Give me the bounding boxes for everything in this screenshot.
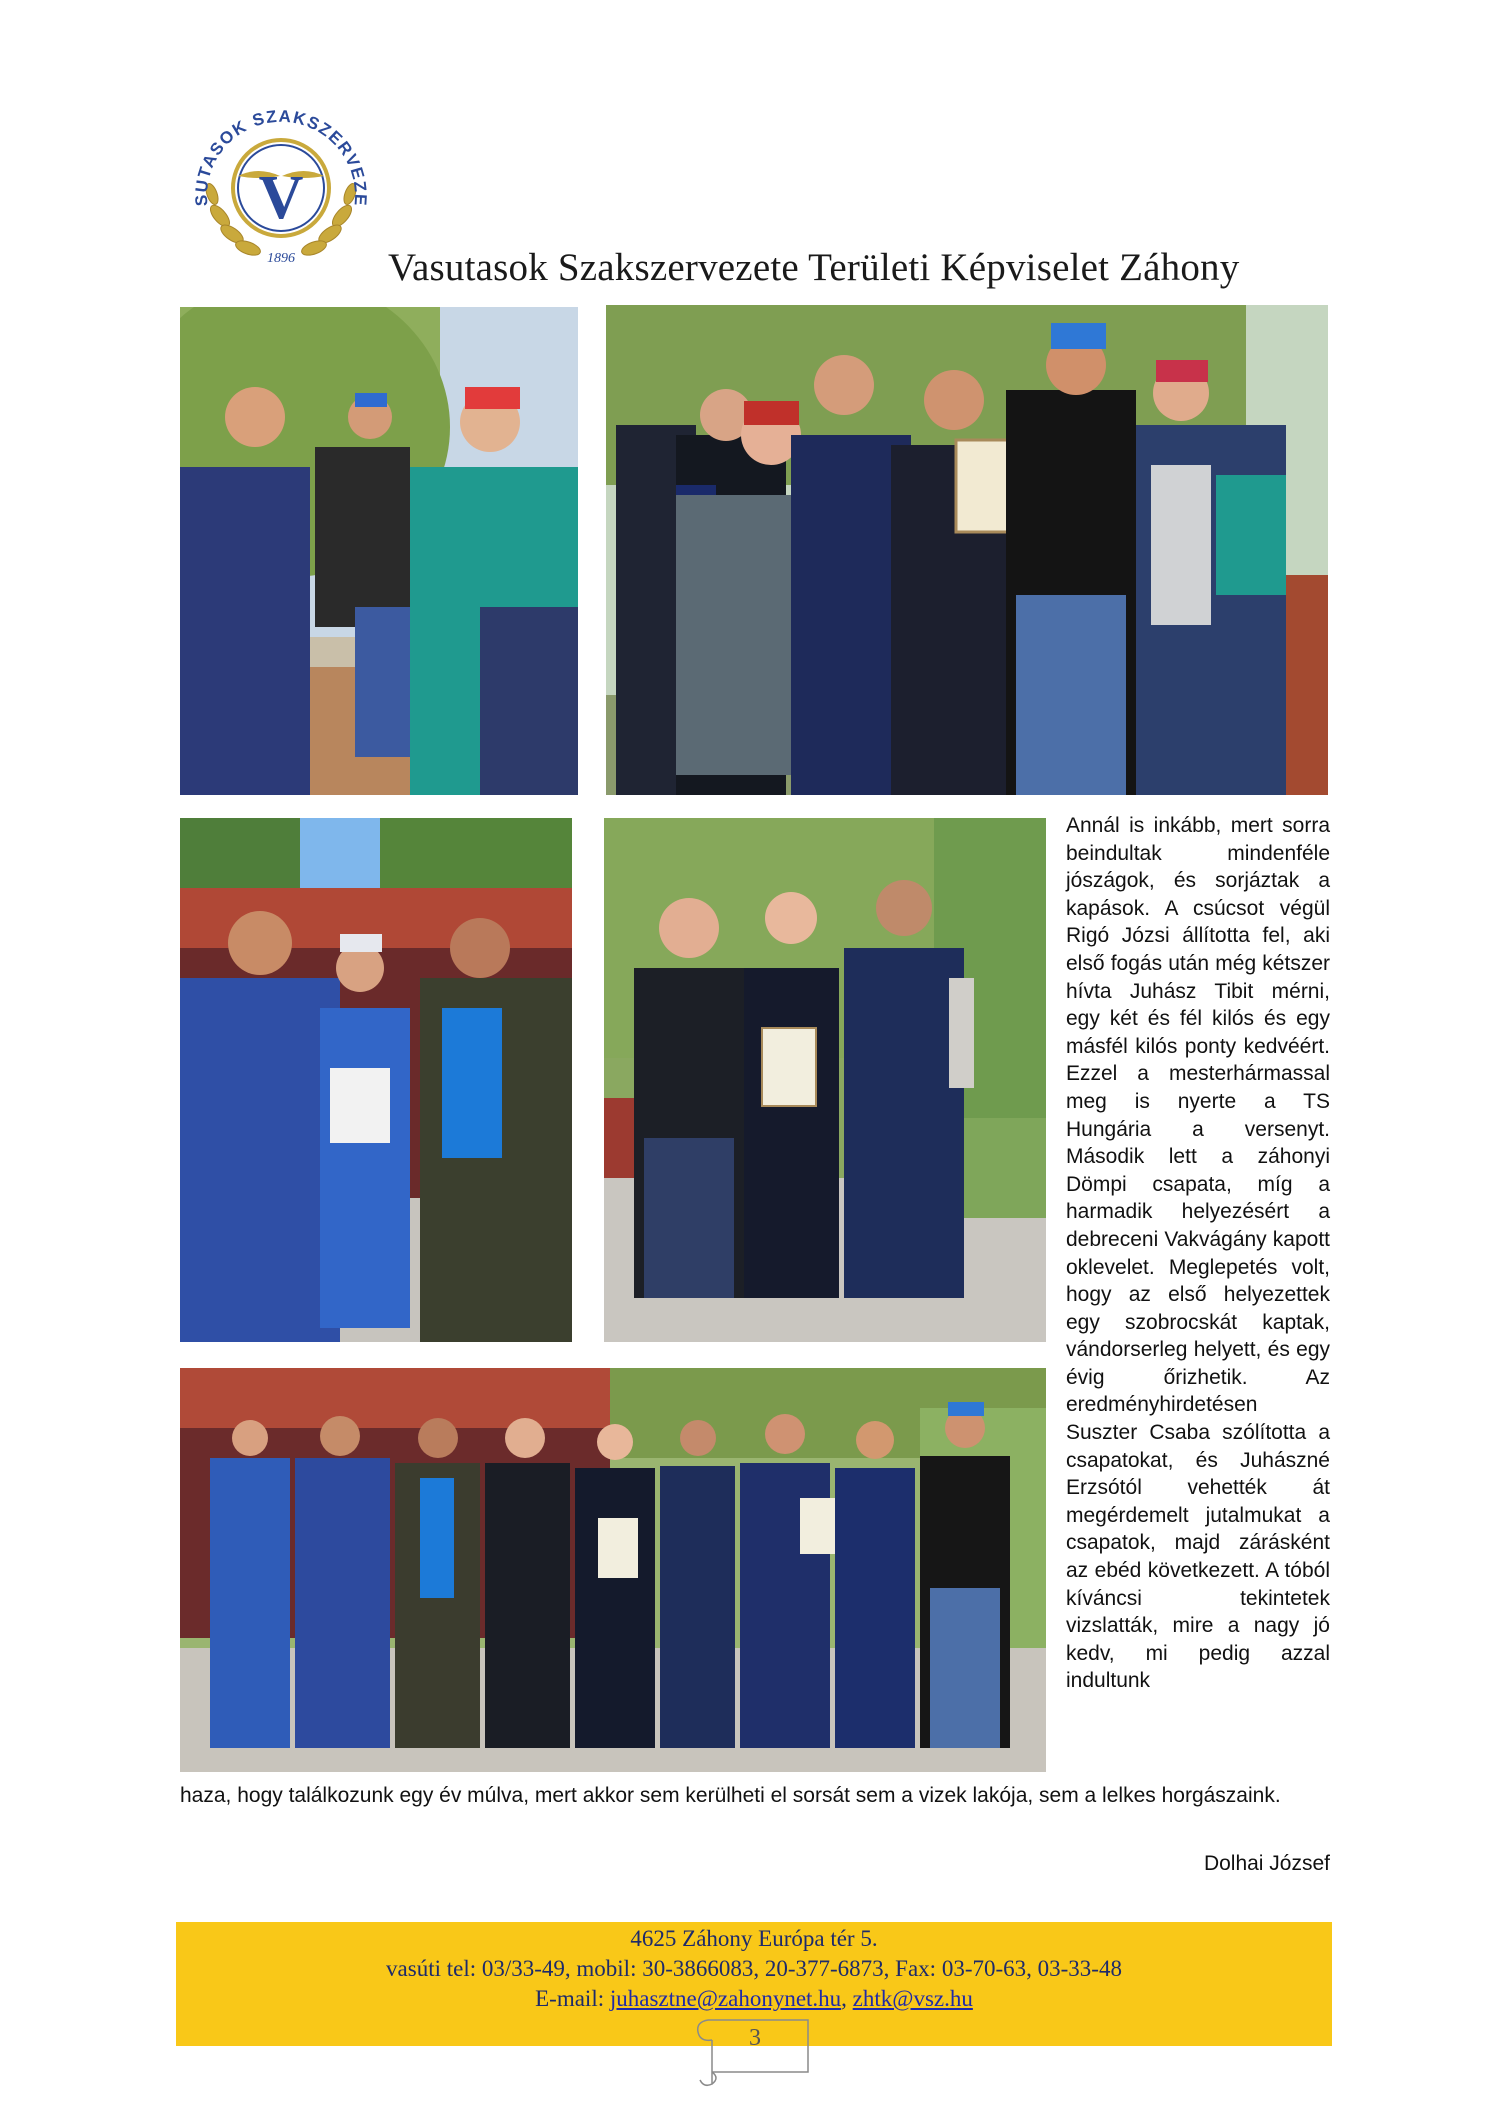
author-signature: Dolhai József bbox=[1203, 1852, 1330, 1875]
footer-phones: vasúti tel: 03/33-49, mobil: 30-3866083, 20-377-6873, Fax: 03-70-63, 03-33-48 bbox=[386, 1956, 1122, 1981]
article-body-tail: haza, hogy találkozunk egy év múlva, mert akkor sem kerülheti el sorsát sem a vizek lakója, sem a lelkes horgászaink. bbox=[180, 1784, 1281, 1807]
footer-email-label: E-mail: bbox=[535, 1986, 605, 2011]
logo-arc-text: SUTASOK SZAKSZERVEZE bbox=[191, 106, 371, 208]
footer-address: 4625 Záhony Európa tér 5. bbox=[630, 1926, 878, 1951]
photo-second-place-team bbox=[180, 818, 572, 1342]
footer-email-line bbox=[176, 1984, 1332, 2014]
article-body-column: Annál is inkább, mert sorra beindultak mindenféle jószágok, és sorjáztak a kapások. A csúcsot végül Rigó Józsi állította fel, aki első fogás után még kétszer hívta Juhász Tibit mérni, egy két és fél kilós és egy másfél kilós ponty kedvéért. Ezzel a mesterhármassal meg is nyerte a TS Hungária a versenyt. Második lett a záhonyi Dömpi csapata, míg a harmadik helyezésért a debreceni Vakvágány kapott oklevelet. Meglepetés volt, hogy az első helyezettek egy szobrocskát kaptak, vándorserleg helyett, és egy évig őrizhetik. Az eredményhirdetésen Suszter Csaba szólította a csapatokat, és Juhászné Erzsótól vehették át megérdemelt jutalmukat a csapatok, majd zárásként az ebéd következett. A tóból kíváncsi tekintetek vizslatták, mire a nagy jó kedv, mi pedig azzal indultunk bbox=[1066, 814, 1330, 1693]
union-logo bbox=[186, 96, 376, 276]
page-title: Vasutasok Szakszervezete Területi Képviselet Záhony bbox=[388, 246, 1240, 289]
photo-group-all-teams bbox=[180, 1368, 1046, 1772]
logo-year: 1896 bbox=[267, 251, 295, 266]
page-number: 3 bbox=[749, 2025, 761, 2051]
logo-letter: V bbox=[258, 164, 304, 232]
email-link-juhasztne[interactable]: juhasztne@zahonynet.hu bbox=[609, 1986, 842, 2011]
photo-winning-team bbox=[606, 305, 1328, 795]
email-separator: , bbox=[841, 1986, 847, 2011]
email-link-zhtk[interactable]: zhtk@vsz.hu bbox=[852, 1986, 973, 2011]
photo-third-place-team bbox=[604, 818, 1046, 1342]
photo-award-handover bbox=[180, 307, 578, 795]
